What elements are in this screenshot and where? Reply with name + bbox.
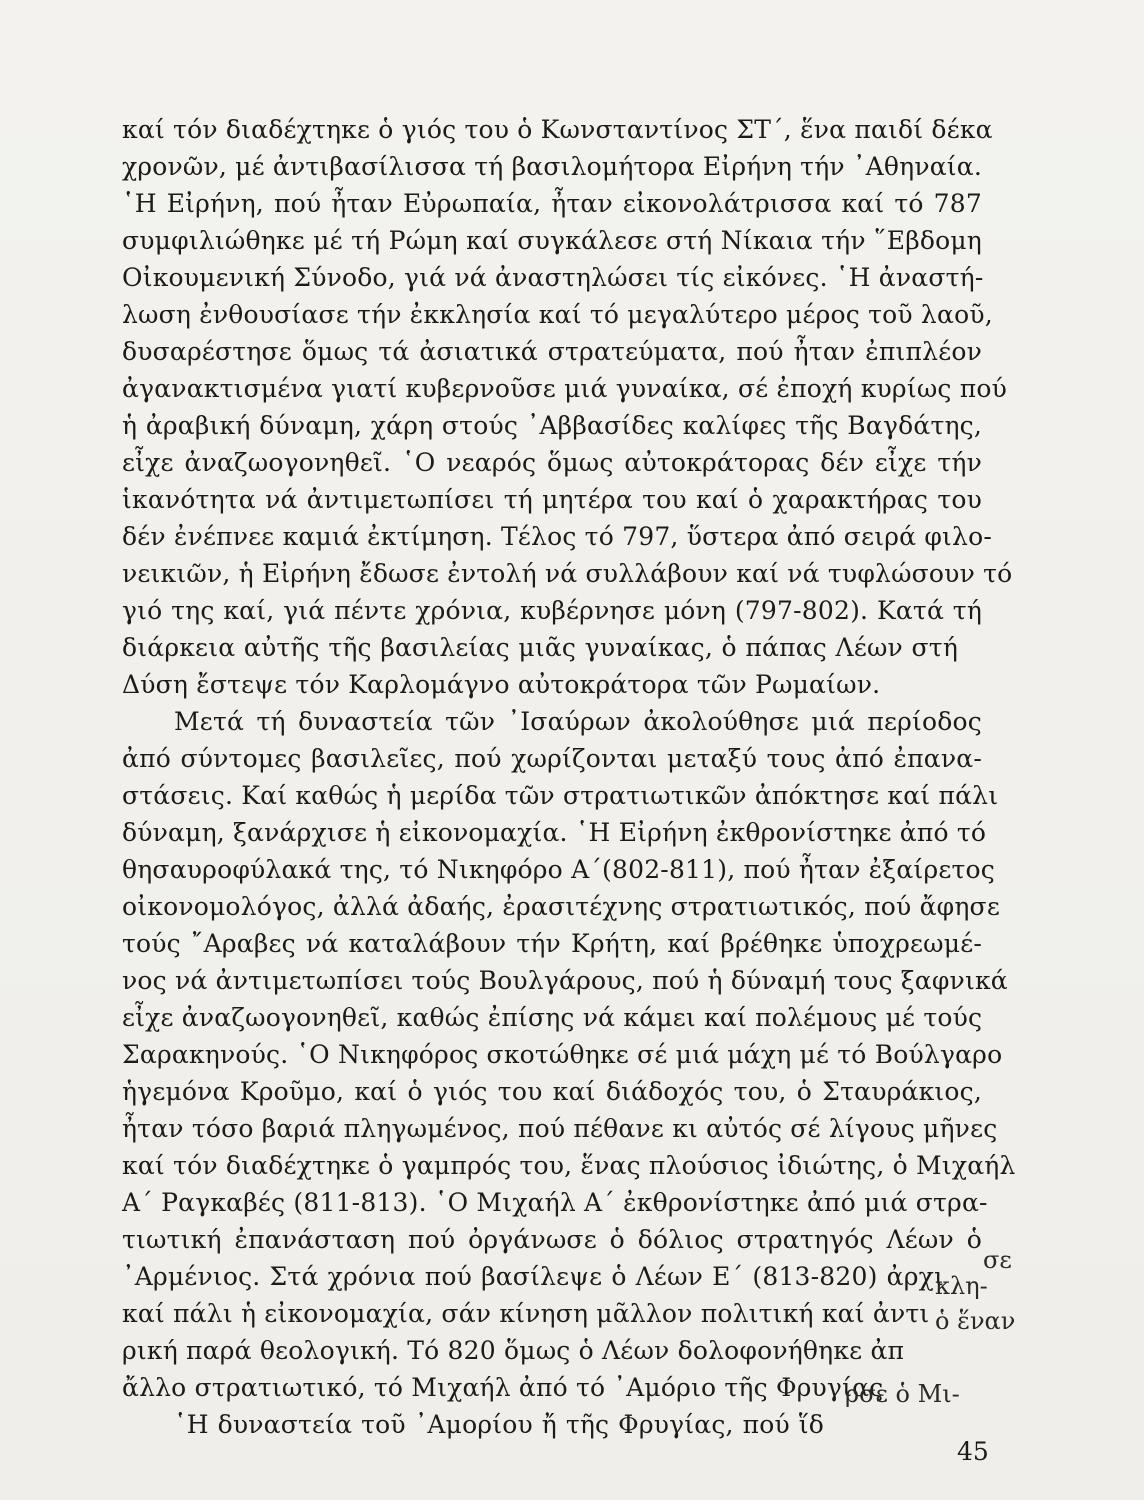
text-line: εἶχε ἀναζωογονηθεῖ. ῾Ο νεαρός ὅμως αὐτοκράτορας δέν εἶχε τήν [122,448,982,477]
text-line: συμφιλιώθηκε μέ τή Ρώμη καί συγκάλεσε στή Νίκαια τήν ῞Εβδομη [122,226,982,255]
text-line: δυσαρέστησε ὅμως τά ἀσιατικά στρατεύματα, πού ἦταν ἐπιπλέον [122,337,982,366]
margin-fragment: ρσε ὁ Μι- [845,1380,960,1408]
text-line: οἰκονομολόγος, ἀλλά ἀδαής, ἐρασιτέχνης στρατιωτικός, πού ἄφησε [122,892,1000,921]
text-line: ἀγανακτισμένα γιατί κυβερνοῦσε μιά γυναίκα, σέ ἐποχή κυρίως πού [122,374,1008,403]
text-line: ἦταν τόσο βαριά πληγωμένος, πού πέθανε κι αὐτός σέ λίγους μῆνες [122,1114,998,1143]
text-line: στάσεις. Καί καθώς ἡ μερίδα τῶν στρατιωτικῶν ἀπόκτησε καί πάλι [122,781,999,810]
text-line: Οἰκουμενική Σύνοδο, γιά νά ἀναστηλώσει τίς εἰκόνες. ῾Η ἀναστή- [122,263,984,292]
text-line: καί τόν διαδέχτηκε ὁ γιός του ὁ Κωνσταντίνος ΣΤ΄, ἕνα παιδί δέκα [122,115,993,144]
text-line: ἄλλο στρατιωτικό, τό Μιχαήλ ἀπό τό ᾿Αμόριο τῆς Φρυγίας [122,1373,884,1402]
text-line: Δύση ἔστεψε τόν Καρλομάγνο αὐτοκράτορα τῶν Ρωμαίων. [122,670,881,699]
text-line: χρονῶν, μέ ἀντιβασίλισσα τή βασιλομήτορα Εἰρήνη τήν ᾿Αθηναία. [122,152,983,181]
text-line: ῾Η Εἰρήνη, πού ἦταν Εὐρωπαία, ἦταν εἰκονολάτρισσα καί τό 787 [122,189,982,218]
text-line: ἀπό σύντομες βασιλεῖες, πού χωρίζονται μεταξύ τους ἀπό ἐπανα- [122,744,982,773]
text-line: Α΄ Ραγκαβές (811-813). ῾Ο Μιχαήλ Α΄ ἐκθρονίστηκε ἀπό μιά στρα- [122,1188,988,1217]
text-line: ἱκανότητα νά ἀντιμετωπίσει τή μητέρα του καί ὁ χαρακτήρας του [122,485,982,514]
text-line: τούς ῎Αραβες νά καταλάβουν τήν Κρήτη, καί βρέθηκε ὑποχρεωμέ- [122,929,982,958]
text-line: ἡγεμόνα Κροῦμο, καί ὁ γιός του καί διάδοχός του, ὁ Σταυράκιος, [122,1077,982,1106]
text-line: καί πάλι ἡ εἰκονομαχία, σάν κίνηση μᾶλλον πολιτική καί ἀντι [122,1299,930,1328]
text-line: γιό της καί, γιά πέντε χρόνια, κυβέρνησε μόνη (797-802). Κατά τή [122,596,982,625]
text-line: τιωτική ἐπανάσταση πού ὀργάνωσε ὁ δόλιος στρατηγός Λέων ὁ [122,1225,982,1254]
margin-fragment: ὁ ἕναν [935,1307,1016,1335]
text-line: νος νά ἀντιμετωπίσει τούς Βουλγάρους, πού ἡ δύναμή τους ξαφνικά [122,966,1008,995]
text-line: θησαυροφύλακά της, τό Νικηφόρο Α΄(802-811), πού ἦταν ἐξαίρετος [122,855,995,884]
page-number: 45 [957,1437,989,1466]
text-line: ρική παρά θεολογική. Τό 820 ὅμως ὁ Λέων δολοφονήθηκε ἀπ [122,1336,905,1365]
text-line: δύναμη, ξανάρχισε ἡ εἰκονομαχία. ῾Η Εἰρήνη ἐκθρονίστηκε ἀπό τό [122,818,987,847]
text-line: εἶχε ἀναζωογονηθεῖ, καθώς ἐπίσης νά κάμει καί πολέμους μέ τούς [122,1003,983,1032]
text-line: διάρκεια αὐτῆς τῆς βασιλείας μιᾶς γυναίκας, ὁ πάπας Λέων στή [122,633,958,662]
text-line: δέν ἐνέπνεε καμιά ἐκτίμηση. Τέλος τό 797, ὕστερα ἀπό σειρά φιλο- [122,522,993,551]
margin-fragment: κλη- [935,1272,988,1300]
text-line: Μετά τή δυναστεία τῶν ᾿Ισαύρων ἀκολούθησε μιά περίοδος [174,707,982,736]
text-line: Σαρακηνούς. ῾Ο Νικηφόρος σκοτώθηκε σέ μιά μάχη μέ τό Βούλγαρο [122,1040,1003,1069]
text-line: ῾Η δυναστεία τοῦ ᾿Αμορίου ἤ τῆς Φρυγίας, πού ἵδ [174,1410,824,1439]
text-line: ᾿Αρμένιος. Στά χρόνια πού βασίλεψε ὁ Λέων Ε΄ (813-820) ἀρχι [122,1262,944,1291]
text-line: νεικιῶν, ἡ Εἰρήνη ἔδωσε ἐντολή νά συλλάβουν καί νά τυφλώσουν τό [122,559,1013,588]
text-line: λωση ἐνθουσίασε τήν ἐκκλησία καί τό μεγαλύτερο μέρος τοῦ λαοῦ, [122,300,993,329]
text-line: ἡ ἀραβική δύναμη, χάρη στούς ᾿Αββασίδες καλίφες τῆς Βαγδάτης, [122,411,982,440]
text-line: καί τόν διαδέχτηκε ὁ γαμπρός του, ἕνας πλούσιος ἰδιώτης, ὁ Μιχαήλ [122,1151,1016,1180]
margin-fragment: σε [983,1246,1012,1274]
